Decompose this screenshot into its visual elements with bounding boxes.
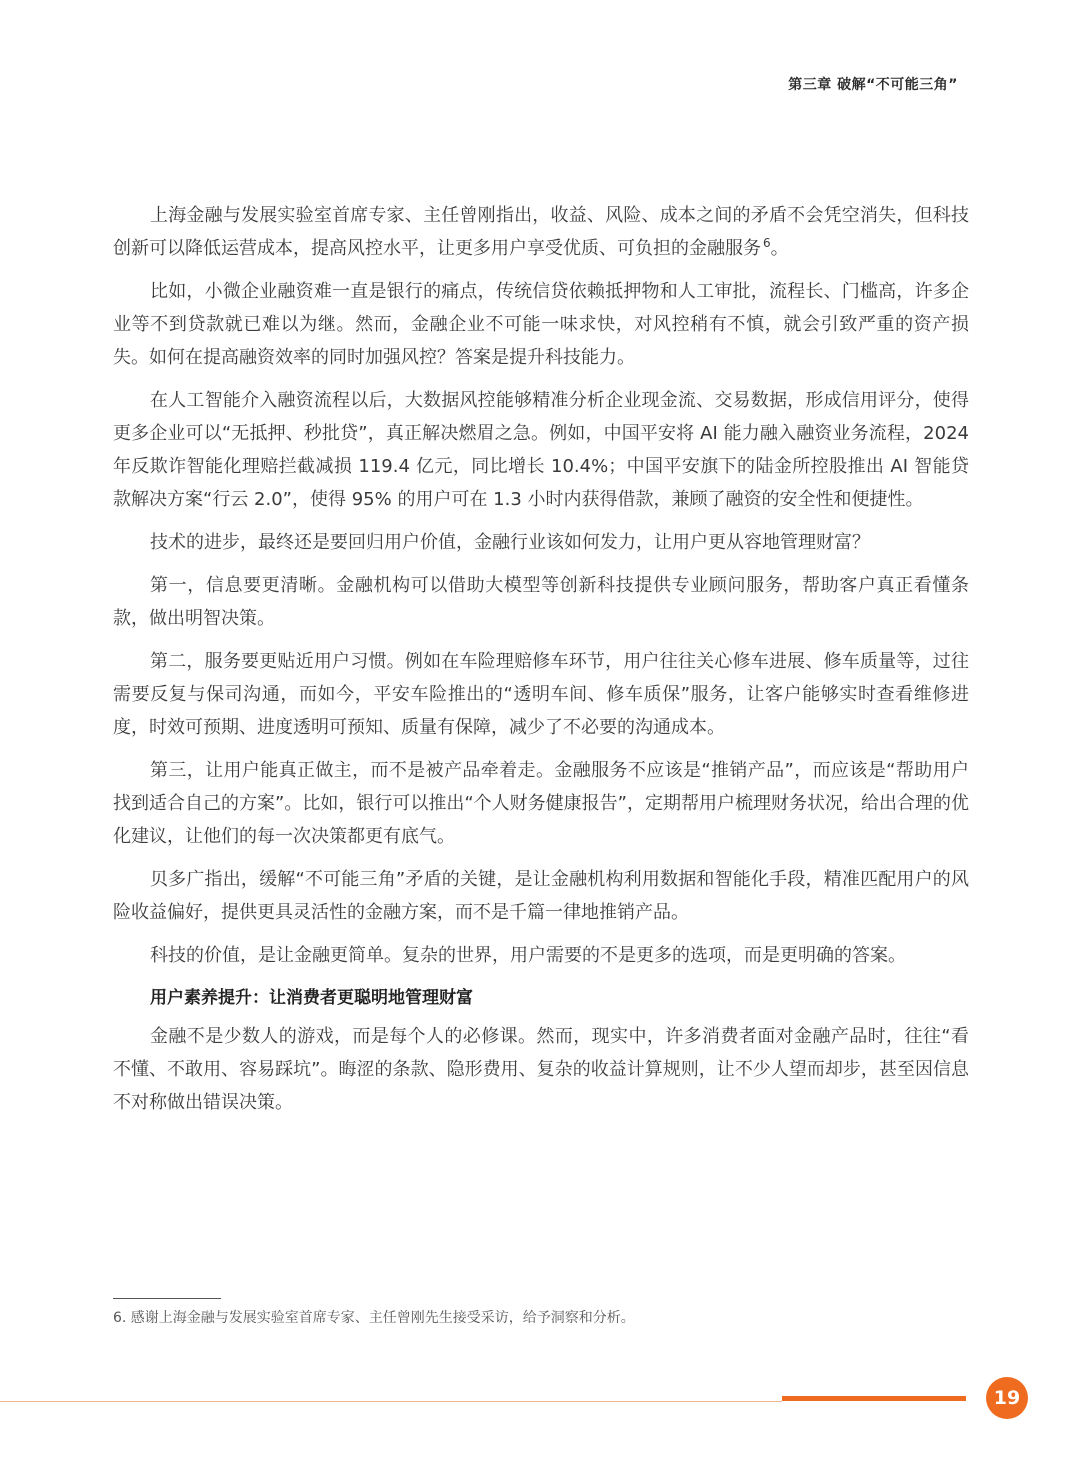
paragraph-3: 在人工智能介入融资流程以后，大数据风控能够精准分析企业现金流、交易数据，形成信用评分，使得更多企业可以“无抵押、秒批贷”，真正解决燃眉之急。例如，中国平安将 AI 能力融入融资业务流程，2024 年反欺诈智能化理赔拦截减损 119.4 亿元，同比增长 10.4%；中国平安旗下的陆金所控股推出 AI 智能贷款解决方案“行云 2.0”，使得 95% 的用户可在 1.3 小时内获得借款，兼顾了融资的安全性和便捷性。 <box>113 390 969 510</box>
paragraph-7: 第三，让用户能真正做主，而不是被产品牵着走。金融服务不应该是“推销产品”，而应该是“帮助用户找到适合自己的方案”。比如，银行可以推出“个人财务健康报告”，定期帮用户梳理财务状况，给出合理的优化建议，让他们的每一次决策都更有底气。 <box>113 760 969 847</box>
paragraph-6: 第二，服务要更贴近用户习惯。例如在车险理赔修车环节，用户往往关心修车进展、修车质量等，过往需要反复与保司沟通，而如今，平安车险推出的“透明车间、修车质保”服务，让客户能够实时查看维修进度，时效可预期、进度透明可预知、质量有保障，减少了不必要的沟通成本。 <box>113 651 969 738</box>
paragraph-10: 金融不是少数人的游戏，而是每个人的必修课。然而，现实中，许多消费者面对金融产品时，往往“看不懂、不敢用、容易踩坑”。晦涩的条款、隐形费用、复杂的收益计算规则，让不少人望而却步，甚至因信息不对称做出错误决策。 <box>113 1026 969 1113</box>
section-subheading: 用户素养提升：让消费者更聪明地管理财富 <box>150 988 473 1008</box>
paragraph-4: 技术的进步，最终还是要回归用户价值，金融行业该如何发力，让用户更从容地管理财富？ <box>150 532 870 553</box>
footer-accent-bar <box>782 1396 966 1401</box>
paragraph-9: 科技的价值，是让金融更简单。复杂的世界，用户需要的不是更多的选项，而是更明确的答案。 <box>150 945 906 966</box>
paragraph-5: 第一，信息要更清晰。金融机构可以借助大模型等创新科技提供专业顾问服务，帮助客户真正看懂条款，做出明智决策。 <box>113 575 969 629</box>
paragraph-8: 贝多广指出，缓解“不可能三角”矛盾的关键，是让金融机构利用数据和智能化手段，精准匹配用户的风险收益偏好，提供更具灵活性的金融方案，而不是千篇一律地推销产品。 <box>113 869 969 923</box>
paragraph-2: 比如，小微企业融资难一直是银行的痛点，传统信贷依赖抵押物和人工审批，流程长、门槛高，许多企业等不到贷款就已难以为继。然而，金融企业不可能一味求快，对风控稍有不慎，就会引致严重的资产损失。如何在提高融资效率的同时加强风控？答案是提升科技能力。 <box>113 281 969 368</box>
footnote-reference[interactable]: 6 <box>763 236 771 250</box>
page-number-badge: 19 <box>986 1377 1028 1419</box>
footnote-divider <box>113 1298 221 1299</box>
paragraph-1 <box>113 199 969 265</box>
paragraph-1-end: 。 <box>770 238 789 259</box>
chapter-header: 第三章 破解“不可能三角” <box>788 77 958 93</box>
paragraph-1-text: 上海金融与发展实验室首席专家、主任曾刚指出，收益、风险、成本之间的矛盾不会凭空消失，但科技创新可以降低运营成本，提高风控水平，让更多用户享受优质、可负担的金融服务 <box>113 205 969 259</box>
body-text <box>113 199 969 1129</box>
footer-line <box>0 1401 782 1402</box>
footnote: 6. 感谢上海金融与发展实验室首席专家、主任曾刚先生接受采访，给予洞察和分析。 <box>113 1310 635 1326</box>
